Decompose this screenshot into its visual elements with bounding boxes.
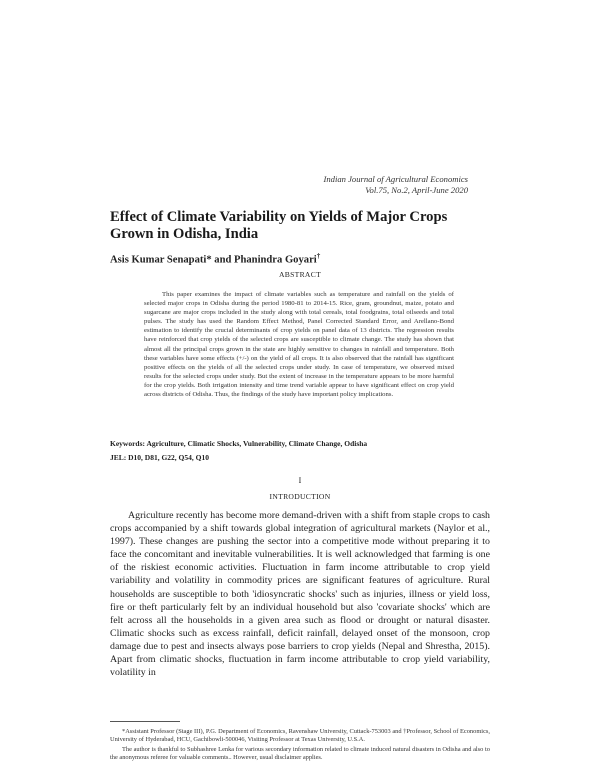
jel-codes: JEL: D10, D81, G22, Q54, Q10 (110, 453, 209, 462)
footnote-affiliation: *Assistant Professor (Stage III), P.G. Department of Economics, Ravenshaw University, Cuttack-753003 and †Professor, School of Economics, University of Hyderabad, HCU, Gachibowli-500046, Visiting Professor at Texas University, U.S.A. (110, 728, 490, 744)
keywords: Keywords: Agriculture, Climatic Shocks, Vulnerability, Climate Change, Odisha (110, 439, 368, 448)
author-names: Asis Kumar Senapati* and Phanindra Goyari (110, 254, 317, 266)
journal-name: Indian Journal of Agricultural Economics (323, 174, 468, 184)
abstract-text: This paper examines the impact of climate variables such as temperature and rainfall on the yields of selected major crops in Odisha during the period 1980-81 to 2014-15. Rice, gram, groundnut, maize, potato and sugarcane are major crops included in the study along with total cereals, total foodgrains, total oilseeds and total pulses. The study has used the Random Effect Method, Panel Corrected Standard Error, and Arellano-Bond estimation to identify the crucial determinants of crop yields on panel data of 13 districts. The regression results have reinforced that crop yields of the selected crops are susceptible to climate change. The study has shown that almost all the principal crops grown in the state are highly sensitive to changes in rainfall and temperature. Both these variables have some effects (+/-) on the yield of all crops. It is also observed that the rainfall has significant positive effects on the yields of all the selected crops under study. In case of temperature, we observed mixed results for the selected crops under study. But the extent of increase in the temperature appears to be more harmful for the crop yields. Both irrigation intensity and time trend variable appear to have significant effect on crop yield across districts of Odisha. Thus, the findings of the study have important policy implications. (144, 291, 454, 399)
paper-title: Effect of Climate Variability on Yields of Major Crops Grown in Odisha, India (110, 209, 448, 242)
abstract-heading: ABSTRACT (278, 270, 322, 279)
section-title: INTRODUCTION (269, 492, 331, 501)
author-line (110, 250, 490, 267)
section-number: I (298, 476, 302, 485)
footnote-acknowledgement: The author is thankful to Subhashree Lenka for various secondary information related to climate induced natural disasters in Odisha and also to the anonymous referee for valuable comments.. However, usual disclaimer applies. (110, 746, 490, 762)
journal-issue: Vol.75, No.2, April-June 2020 (365, 185, 468, 195)
author-mark: † (316, 252, 321, 260)
introduction-paragraph: Agriculture recently has become more demand-driven with a shift from staple crops to cash crops accompanied by a shift towards global integration of agricultural markets (Naylor et al., 1997). These changes are pushing the sector into a competitive mode without preparing it to face the concomitant and inevitable vulnerabilities. It is well acknowledged that farming is one of the riskiest economic activities. Fluctuation in farm income attributable to crop yield variability and volatility in commodity prices are significant features of agriculture. Rural households are susceptible to both 'idiosyncratic shocks' such as injuries, illness or yield loss, fire or theft particularly felt by an individual household but also 'covariate shocks' which are felt across all the households in a given area such as flood or drought or natural disaster. Climatic shocks such as excess rainfall, deficit rainfall, delayed onset of the monsoon, crop damage due to pest and insects always pose barriers to crop yields (Nepal and Shrestha, 2015). Apart from climatic shocks, fluctuation in farm income attributable to crop yield variability, volatility in (110, 510, 490, 679)
footnote-divider (110, 721, 180, 722)
journal-header (324, 174, 469, 196)
